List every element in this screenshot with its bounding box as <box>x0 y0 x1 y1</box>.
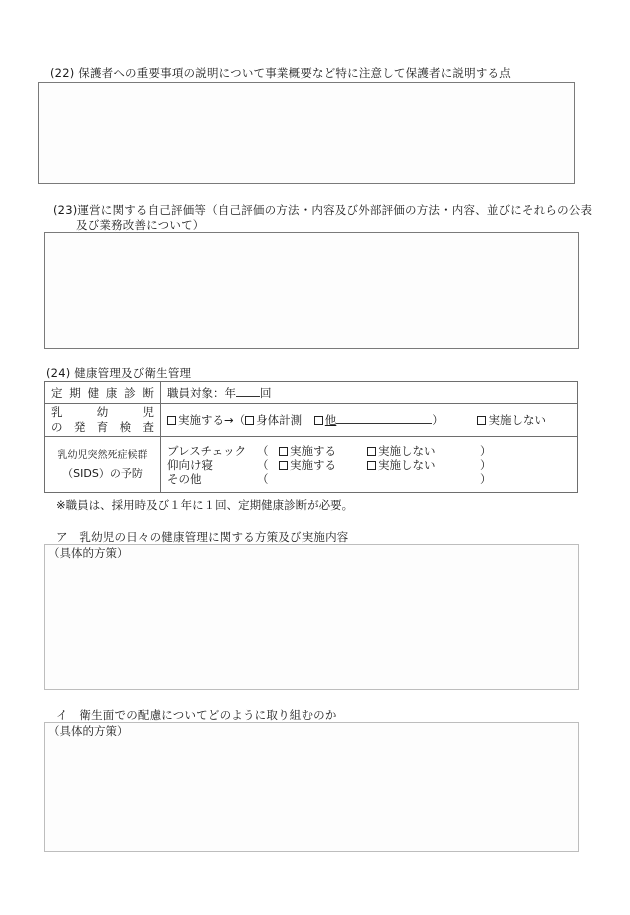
sids-label-line1: 乳幼児突然死症候群 <box>57 449 148 461</box>
checkup-note: ※職員は、採用時及び１年に１回、定期健康診断が必要。 <box>56 498 354 512</box>
section-24-heading: (24) 健康管理及び衛生管理 <box>46 366 192 380</box>
sids-options: ブレスチェック （ 実施する 実施しない ） 仰向け寝 （ 実施する 実施しない ） その他 （ ） <box>167 443 492 486</box>
section-a-input[interactable] <box>45 545 578 689</box>
supine-sleep-label: 仰向け寝 <box>167 457 213 472</box>
staff-checkup-prefix: 職員対象：年 <box>167 385 236 400</box>
development-check-label-line1: 乳 幼 児 <box>51 405 154 419</box>
section-i-heading: イ 衛生面での配慮についてどのように取り組むのか <box>56 708 337 722</box>
section-22-answer-box[interactable] <box>38 82 575 184</box>
section-i-answer-box[interactable] <box>44 722 579 852</box>
sids-other-field[interactable] <box>279 472 367 486</box>
sids-label-line2: （SIDS）の予防 <box>62 466 143 480</box>
breath-check-no-checkbox[interactable] <box>367 447 376 456</box>
section-22-heading: (22) 保護者への重要事項の説明について事業概要など特に注意して保護者に説明する点 <box>50 66 511 80</box>
table-row-sids-prevention <box>45 437 578 493</box>
checkup-count-field[interactable] <box>236 385 260 397</box>
table-row-regular-checkup <box>45 382 578 404</box>
breath-check-yes-checkbox[interactable] <box>279 447 288 456</box>
supine-sleep-yes-checkbox[interactable] <box>279 461 288 470</box>
section-23-heading-line1: (23)運営に関する自己評価等（自己評価の方法・内容及び外部評価の方法・内容、並びにそれらの公表 <box>53 203 593 217</box>
staff-checkup-suffix: 回 <box>260 385 272 400</box>
section-i-input[interactable] <box>45 723 578 851</box>
breath-check-label: ブレスチェック <box>167 443 247 458</box>
implement-checkbox[interactable] <box>167 416 176 425</box>
sids-other-label: その他 <box>167 471 202 486</box>
other-checkbox[interactable] <box>314 416 323 425</box>
section-i-hint: （具体的方策） <box>48 724 129 738</box>
section-23-answer-box[interactable] <box>44 232 579 349</box>
supine-sleep-no-checkbox[interactable] <box>367 461 376 470</box>
health-management-table <box>44 381 578 493</box>
body-measurement-checkbox[interactable] <box>245 416 254 425</box>
section-a-heading: ア 乳幼児の日々の健康管理に関する方策及び実施内容 <box>56 530 349 544</box>
table-row-development-check: 乳 幼 児 の 発 育 検 査 実施する→（ 身体計測 他 ） 実施しない <box>45 404 578 437</box>
regular-checkup-label: 定 期 健 康 診 断 <box>51 385 154 400</box>
section-a-hint: （具体的方策） <box>48 546 129 560</box>
section-23-heading-line2: 及び業務改善について） <box>76 218 205 232</box>
not-implement-checkbox[interactable] <box>477 416 486 425</box>
section-23-input[interactable] <box>45 233 578 348</box>
section-22-input[interactable] <box>39 83 574 183</box>
development-check-label-line2: の 発 育 検 査 <box>51 420 154 434</box>
other-detail-field[interactable] <box>336 412 432 424</box>
section-a-answer-box[interactable] <box>44 544 579 690</box>
